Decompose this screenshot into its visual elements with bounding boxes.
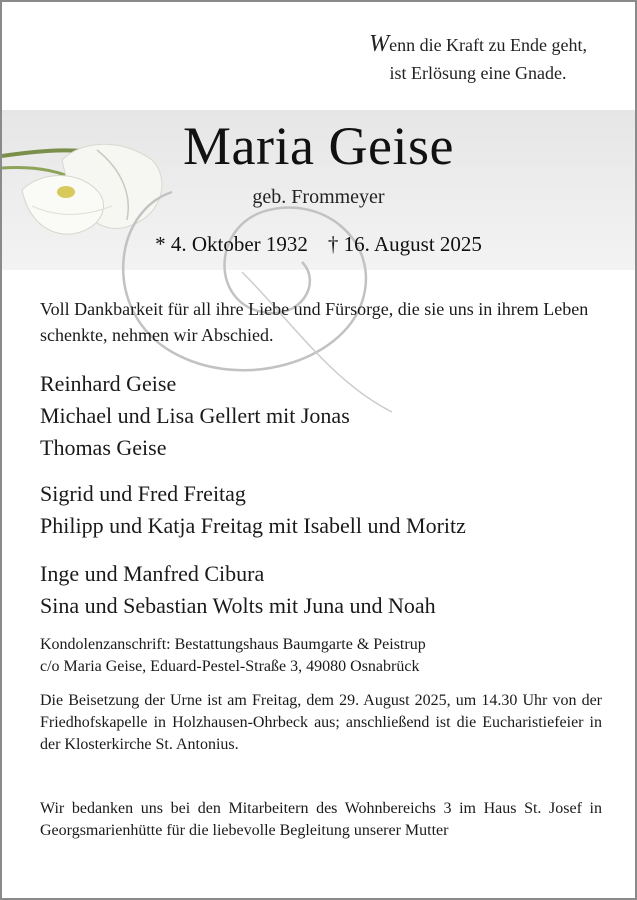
motto-line-1 — [369, 30, 587, 59]
mourner-group-2 — [40, 478, 610, 542]
motto-line-2: ist Erlösung eine Gnade. — [389, 63, 567, 83]
intro-text: Voll Dankbarkeit für all ihre Liebe und Fürsorge, die sie uns in ihrem Leben schenkte, nehmen wir Abschied. — [40, 299, 589, 345]
mourner-line: Reinhard Geise — [40, 371, 177, 396]
thanks-note: Wir bedanken uns bei den Mitarbeitern des Wohnbereichs 3 im Haus St. Josef in Georgsmarienhütte für die liebevolle Begleitung unserer Mutter — [40, 800, 602, 839]
burial-notice: Die Beisetzung der Urne ist am Freitag, dem 29. August 2025, um 14.30 Uhr von der Friedhofskapelle in Holzhausen-Ohrbeck aus; anschließend ist die Eucharistiefeier in der Klosterkirche St. Antonius. — [40, 692, 602, 753]
mourner-group-1 — [40, 368, 610, 464]
motto-initial: W — [369, 31, 390, 57]
condolence-address — [40, 634, 602, 678]
mourner-line: Philipp und Katja Freitag mit Isabell und Moritz — [40, 513, 466, 538]
motto — [369, 30, 587, 87]
motto-line-1-rest: enn die Kraft zu Ende geht, — [389, 35, 587, 55]
condolence-line-2: c/o Maria Geise, Eduard-Pestel-Straße 3, 49080 Osnabrück — [40, 658, 420, 675]
mourner-line: Michael und Lisa Gellert mit Jonas — [40, 403, 350, 428]
mourner-group-3 — [40, 558, 610, 622]
mourner-line: Sigrid und Fred Freitag — [40, 481, 246, 506]
condolence-line-1: Kondolenzanschrift: Bestattungshaus Baumgarte & Peistrup — [40, 636, 426, 653]
deceased-name: Maria Geise — [183, 116, 454, 176]
mourner-line: Thomas Geise — [40, 435, 167, 460]
mourner-line: Sina und Sebastian Wolts mit Juna und Noah — [40, 593, 436, 618]
death-date: † 16. August 2025 — [327, 232, 482, 256]
birth-name: geb. Frommeyer — [252, 186, 385, 208]
mourner-line: Inge und Manfred Cibura — [40, 561, 265, 586]
life-dates — [2, 232, 635, 257]
birth-date: * 4. Oktober 1932 — [155, 232, 308, 256]
